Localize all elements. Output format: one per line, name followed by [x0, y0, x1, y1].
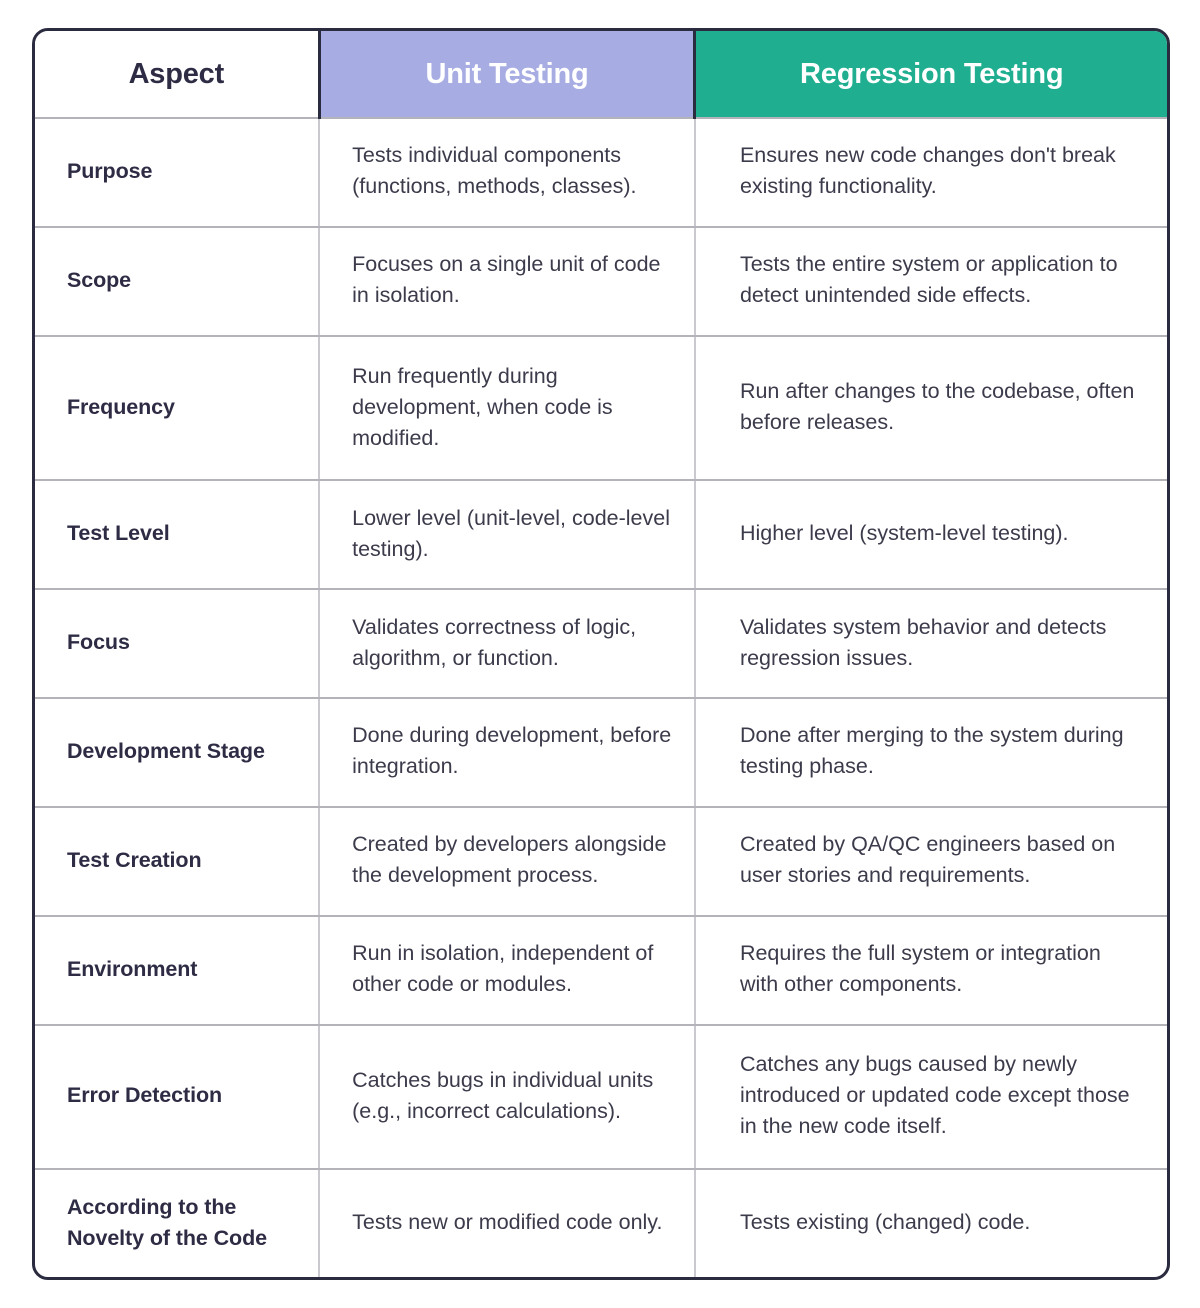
comparison-table-frame — [32, 28, 1170, 1280]
table-row — [35, 698, 1167, 807]
cell-unit-testing: Catches bugs in individual units (e.g., incorrect calculations). — [319, 1025, 695, 1170]
cell-unit-testing: Done during development, before integration. — [319, 698, 695, 807]
table-header — [35, 31, 1167, 118]
table-row — [35, 807, 1167, 916]
cell-unit-testing: Lower level (unit-level, code-level testing). — [319, 480, 695, 589]
cell-regression-testing: Catches any bugs caused by newly introduced or updated code except those in the new code itself. — [695, 1025, 1167, 1170]
cell-unit-testing: Created by developers alongside the development process. — [319, 807, 695, 916]
cell-aspect: Frequency — [35, 336, 319, 481]
cell-aspect: Development Stage — [35, 698, 319, 807]
cell-unit-testing: Run frequently during development, when code is modified. — [319, 336, 695, 481]
table-row — [35, 336, 1167, 481]
column-header-unit-testing: Unit Testing — [319, 31, 695, 118]
cell-aspect: Purpose — [35, 118, 319, 227]
cell-unit-testing: Tests new or modified code only. — [319, 1169, 695, 1277]
cell-regression-testing: Run after changes to the codebase, often before releases. — [695, 336, 1167, 481]
cell-unit-testing: Focuses on a single unit of code in isolation. — [319, 227, 695, 336]
cell-unit-testing: Run in isolation, independent of other code or modules. — [319, 916, 695, 1025]
cell-regression-testing: Validates system behavior and detects regression issues. — [695, 589, 1167, 698]
column-header-regression-testing: Regression Testing — [695, 31, 1167, 118]
cell-aspect: Focus — [35, 589, 319, 698]
cell-regression-testing: Tests existing (changed) code. — [739, 1210, 1031, 1235]
cell-regression-testing: Ensures new code changes don't break existing functionality. — [695, 118, 1167, 227]
cell-aspect: Scope — [35, 227, 319, 336]
cell-aspect: Environment — [35, 916, 319, 1025]
table-header-row — [35, 31, 1167, 118]
table-row — [35, 1169, 1167, 1277]
column-header-aspect: Aspect — [35, 31, 319, 118]
cell-aspect: Error Detection — [35, 1025, 319, 1170]
cell-regression-testing: Tests the entire system or application to detect unintended side effects. — [695, 227, 1167, 336]
table-row — [35, 1025, 1167, 1170]
cell-aspect: Test Level — [35, 480, 319, 589]
table-row — [35, 916, 1167, 1025]
cell-unit-testing: Tests individual components (functions, methods, classes). — [319, 118, 695, 227]
cell-regression-testing: Created by QA/QC engineers based on user stories and requirements. — [695, 807, 1167, 916]
cell-aspect: According to the Novelty of the Code — [35, 1169, 319, 1277]
cell-regression-testing: Higher level (system-level testing). — [695, 480, 1167, 589]
cell-regression-testing: Requires the full system or integration with other components. — [695, 916, 1167, 1025]
unit-vs-regression-testing-table — [35, 31, 1167, 1277]
table-row — [35, 227, 1167, 336]
cell-regression-testing: Done after merging to the system during testing phase. — [695, 698, 1167, 807]
table-body — [35, 118, 1167, 1277]
table-row — [35, 480, 1167, 589]
table-row — [35, 589, 1167, 698]
table-row — [35, 118, 1167, 227]
cell-unit-testing: Validates correctness of logic, algorithm, or function. — [319, 589, 695, 698]
cell-aspect: Test Creation — [35, 807, 319, 916]
